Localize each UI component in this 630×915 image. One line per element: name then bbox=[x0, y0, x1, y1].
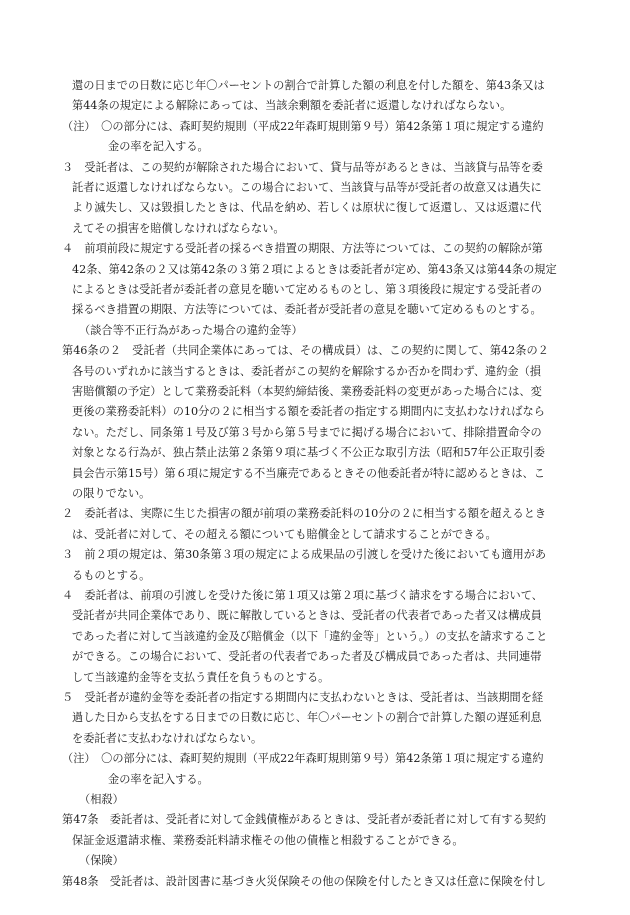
text-line: して当該違約金等を支払う責任を負うものとする。 bbox=[72, 670, 330, 684]
text-line: 対象となる行為が、独占禁止法第２条第９項に基づく不公正な取引方法（昭和57年公正取引委 bbox=[72, 446, 545, 460]
text-line: 還の日までの日数に応じ年〇パーセントの割合で計算した額の利息を付した額を、第43条又は bbox=[72, 79, 545, 92]
text-line: えてその損害を賠償しなければならない。 bbox=[72, 221, 285, 235]
article-caption: （相殺） bbox=[79, 793, 124, 806]
note-line: 金の率を記入する。 bbox=[108, 772, 209, 786]
text-line: の限りでない。 bbox=[72, 487, 151, 500]
text-line: 員会告示第15号）第６項に規定する不当廉売であるときその他委託者が特に認めるときは、こ bbox=[72, 466, 545, 480]
text-line: ３ 前２項の規定は、第30条第３項の規定による成果品の引渡しを受けた後においても適用があ bbox=[62, 548, 547, 562]
note-line: 金の率を記入する。 bbox=[108, 140, 209, 154]
text-line: 受託者が共同企業体であり、既に解散しているときは、受託者の代表者であった者又は構成員 bbox=[72, 609, 542, 623]
text-line: 各号のいずれかに該当するときは、委託者がこの契約を解除するか否かを問わず、違約金（損 bbox=[72, 364, 541, 378]
text-line: ５ 受託者が違約金等を委託者の指定する期間内に支払わないときは、受託者は、当該期間を経 bbox=[62, 691, 544, 704]
text-line: ３ 受託者は、この契約が解除された場合において、貸与品等があるときは、当該貸与品等を委 bbox=[62, 160, 543, 174]
text-line: 害賠償額の予定）として業務委託料（本契約締結後、業務委託料の変更があった場合には、変 bbox=[72, 385, 542, 398]
text-line: によるときは受託者が委託者の意見を聴いて定めるものとし、第３項後段に規定する受託者の bbox=[72, 283, 542, 296]
text-line: を委託者に支払わなければならない。 bbox=[72, 731, 263, 745]
text-line: は、受託者に対して、その超える額についても賠償金として請求することができる。 bbox=[72, 527, 497, 541]
text-line: ２ 委託者は、実際に生じた損害の額が前項の業務委託料の10分の２に相当する額を超えるとき bbox=[62, 507, 547, 521]
text-line: 過した日から支払をする日までの日数に応じ、年〇パーセントの割合で計算した額の遅延利息 bbox=[72, 711, 542, 725]
text-line: 42条、第42条の２又は第42条の３第２項によるときは委託者が定め、第43条又は第44条の規定 bbox=[72, 262, 557, 276]
text-line: 採るべき措置の期限、方法等については、委託者が受託者の意見を聴いて定めるものとする。 bbox=[72, 303, 542, 317]
article-text: 第47条 委託者は、受託者に対して金銭債権があるときは、受託者が委託者に対して有する契約 bbox=[62, 813, 547, 827]
text-line: 託者に返還しなければならない。この場合において、当該貸与品等が受託者の故意又は過失に bbox=[72, 181, 542, 194]
note-line: （注） 〇の部分には、森町契約規則（平成22年森町規則第９号）第42条第１項に規定する違約 bbox=[62, 119, 544, 133]
text-line: ができる。この場合において、受託者の代表者であった者及び構成員であった者は、共同連帯 bbox=[72, 650, 542, 664]
text-line: ４ 委託者は、前項の引渡しを受けた後に第１項又は第２項に基づく請求をする場合において、 bbox=[62, 589, 543, 602]
article-text: 第48条 受託者は、設計図書に基づき火災保険その他の保険を付したとき又は任意に保険を付し bbox=[62, 874, 547, 888]
article-caption: （談合等不正行為があった場合の違約金等） bbox=[79, 323, 303, 337]
text-line: ４ 前項前段に規定する受託者の採るべき措置の期限、方法等については、この契約の解除が第 bbox=[62, 242, 543, 256]
text-line: ない。ただし、同条第１号及び第３号から第５号までに掲げる場合において、排除措置命令の bbox=[72, 425, 542, 439]
text-line: 保証金返還請求権、業務委託料請求権その他の債権と相殺することができる。 bbox=[72, 833, 464, 847]
note-line: （注） 〇の部分には、森町契約規則（平成22年森町規則第９号）第42条第１項に規定する違約 bbox=[62, 752, 544, 766]
text-line: 第44条の規定による解除にあっては、当該余剰額を委託者に返還しなければならない。 bbox=[72, 99, 512, 113]
article-caption: （保険） bbox=[79, 854, 124, 868]
text-line: であった者に対して当該違約金及び賠償金（以下「違約金等」という。）の支払を請求すること bbox=[72, 629, 548, 643]
text-line: るものとする。 bbox=[72, 568, 151, 582]
article-text: 第46条の２ 受託者（共同企業体にあっては、その構成員）は、この契約に関して、第42条の２ bbox=[62, 344, 549, 358]
text-line: より滅失し、又は毀損したときは、代品を納め、若しくは原状に復して返還し、又は返還に代 bbox=[72, 201, 542, 215]
text-line: 更後の業務委託料）の10分の２に相当する額を委託者の指定する期間内に支払わなければなら bbox=[72, 405, 545, 419]
